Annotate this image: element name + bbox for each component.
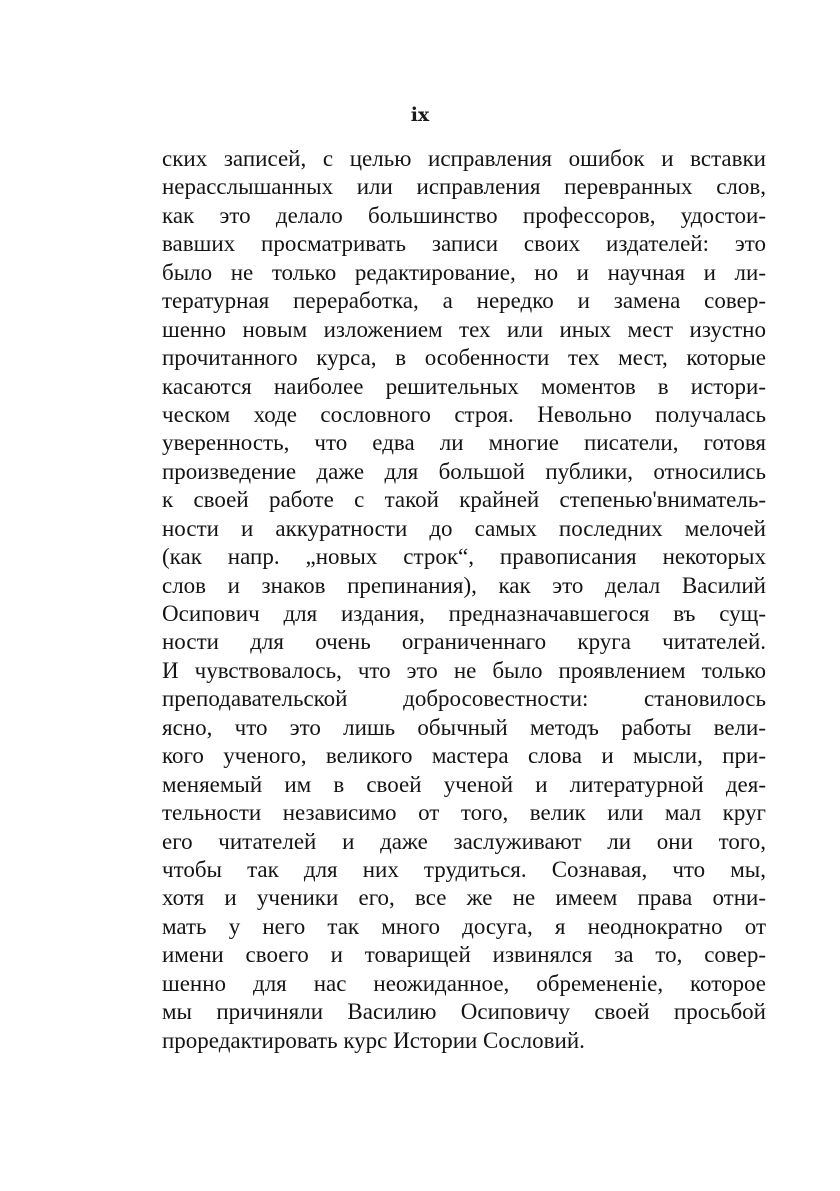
text-line: проредактировать курс Истории Сословий. xyxy=(162,1027,585,1053)
text-line: Осипович для издания, предназначавшегося въ сущ- xyxy=(162,601,766,626)
page-number: ix xyxy=(410,104,430,126)
text-line: мы причиняли Василию Осиповичу своей просьбой xyxy=(162,999,766,1025)
text-line: ясно, что это лишь обычный методъ работы вели- xyxy=(162,714,766,740)
text-line: касаются наиболее решительных моментов в истори- xyxy=(162,373,766,399)
text-line: ческом ходе сословного строя. Невольно получалась xyxy=(162,401,766,427)
body-text xyxy=(162,145,766,1055)
text-line: имени своего и товарищей извинялся за то, совер- xyxy=(162,942,766,968)
text-line: уверенность, что едва ли многие писатели, готовя xyxy=(162,430,766,456)
text-line: ности для очень ограниченнаго круга читателей. xyxy=(162,629,766,655)
text-line: хотя и ученики его, все же не имеем права отни- xyxy=(162,885,766,911)
text-line: было не только редактирование, но и научная и ли- xyxy=(162,259,766,285)
text-line: шенно новым изложением тех или иных мест изустно xyxy=(162,316,766,342)
text-line: прочитанного курса, в особенности тех мест, которые xyxy=(162,345,766,371)
text-line: ности и аккуратности до самых последних мелочей xyxy=(162,515,766,541)
text-line: произведение даже для большой публики, относились xyxy=(162,458,766,484)
text-line: ских записей, с целью исправления ошибок и вставки xyxy=(162,146,766,171)
text-line: как это делало большинство профессоров, удостои- xyxy=(162,202,766,228)
text-line: чтобы так для них трудиться. Сознавая, что мы, xyxy=(162,856,766,882)
text-line: его читателей и даже заслуживают ли они того, xyxy=(162,828,766,854)
text-line: слов и знаков препинания), как это делал Василий xyxy=(162,572,766,598)
text-line: И чувствовалось, что это не было проявлением только xyxy=(162,657,766,683)
text-line: меняемый им в своей ученой и литературной дея- xyxy=(162,771,766,797)
text-line: вавших просматривать записи своих издателей: это xyxy=(162,231,766,257)
text-line: тературная переработка, а нередко и замена совер- xyxy=(162,288,766,314)
text-line: мать у него так много досуга, я неоднократно от xyxy=(162,913,766,939)
text-line: шенно для нас неожиданное, обремененіе, которое xyxy=(162,970,766,996)
text-line: тельности независимо от того, велик или мал круг xyxy=(162,800,766,826)
text-line: к своей работе с такой крайней степенью'вниматель- xyxy=(162,487,766,513)
text-line: преподавательской добросовестности: становилось xyxy=(162,686,766,712)
text-line: (как напр. „новых строк“, правописания некоторых xyxy=(162,544,766,570)
text-line: нерасслышанных или исправления перевранных слов, xyxy=(162,174,766,200)
text-line: кого ученого, великого мастера слова и мысли, при- xyxy=(162,743,766,769)
